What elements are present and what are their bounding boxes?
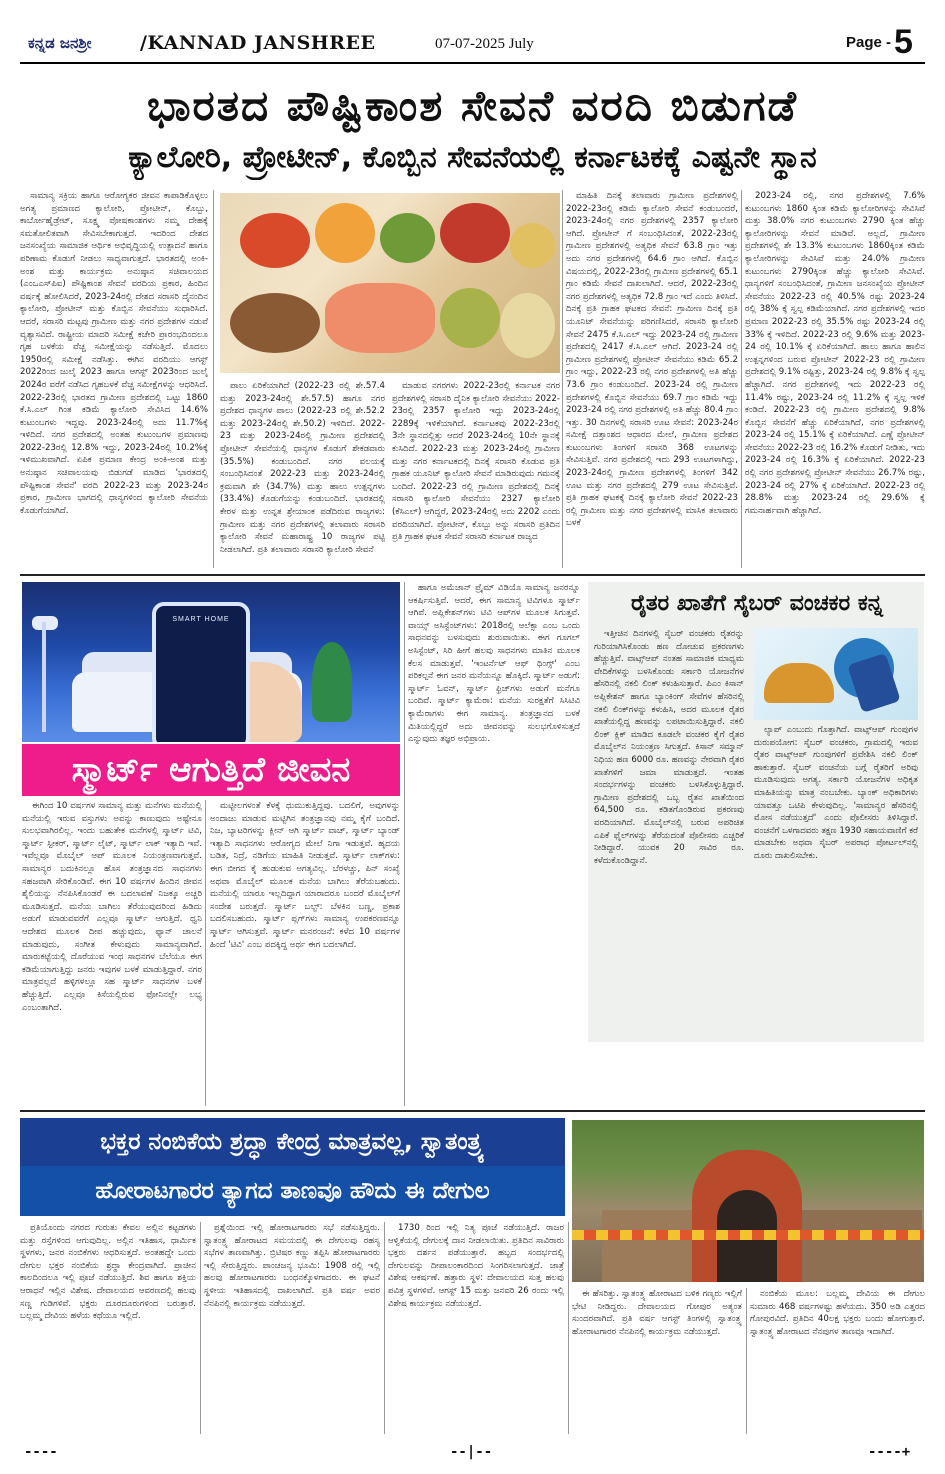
column-rule — [205, 800, 206, 1106]
smart-column-2-text: ಮಟ್ಟೀಲಗಳಂತೆ ಕೆಳಕ್ಕೆ ಧುಮುಕುತ್ತಿದ್ದವು. ಬದಲಿಗೆ, ಅವುಗಳನ್ನು ಅಂದಾಜು ಮಾಡುವ ಮಟ್ಟಿಗಿನ ತಂತ್ರಜ್ಞಾನವು ನಮ್ಮ ಕೈಗೆ ಬಂದಿದೆ. ನಿಜ, ಬ್ಯಾಟರಿಗಳನ್ನು ಕ್ಲೀನ್ ಆಗಿ ಸ್ಮಾರ್ಟ್ ವಾಚ್, ಸ್ಮಾರ್ಟ್ ಬ್ಯಾಂಡ್ ಇತ್ಯಾದಿ ಸಾಧನಗಳು ಆರೋಗ್ಯದ ಮೇಲೆ ನಿಗಾ ಇಡುತ್ತವೆ. ಹೃದಯ ಬಡಿತ, ನಿದ್ರೆ, ನಡಿಗೆಯ ಮಾಹಿತಿ ನೀಡುತ್ತವೆ. ಸ್ಮಾರ್ಟ್ ಲಾಕ್‌ಗಳು: ಈಗ ಬೀಗದ ಕೈ ಹುಡುಕುವ ಅಗತ್ಯವಿಲ್ಲ. ಬೆರಳಚ್ಚು, ಪಿನ್ ಸಂಖ್ಯೆ ಅಥವಾ ಮೊಬೈಲ್ ಮೂಲಕ ಮನೆಯ ಬಾಗಿಲು ತೆರೆಯಬಹುದು. ಮನೆಯಲ್ಲಿ ಯಾರೂ ಇಲ್ಲದಿದ್ದಾಗ ಯಾರಾದರೂ ಬಂದರೆ ಮೊಬೈಲ್‌ಗೆ ಸಂದೇಶ ಬರುತ್ತದೆ. ಸ್ಮಾರ್ಟ್ ಬಲ್ಬ್: ಬೆಳಕಿನ ಬಣ್ಣ, ಪ್ರಕಾಶ ಬದಲಿಸಬಹುದು. ಸ್ಮಾರ್ಟ್ ಪ್ಲಗ್‌ಗಳು ಸಾಮಾನ್ಯ ಉಪಕರಣವನ್ನೂ ಸ್ಮಾರ್ಟ್ ಆಗಿಸುತ್ತವೆ. ಸ್ಮಾರ್ಟ್ ಮನರಂಜನೆ: ಕಳೆದ 10 ವರ್ಷಗಳ ಹಿಂದೆ 'ಟಿವಿ' ಎಂಬ ಪದಕ್ಕಿದ್ದ ಅರ್ಥ ಈಗ ಬದಲಾಗಿದೆ. — [210, 801, 400, 950]
lead-column-2-text: ಪಾಲು ಏರಿಕೆಯಾಗಿದೆ (2022-23 ರಲ್ಲಿ ಶೇ.57.4 ಮತ್ತು 2023-24ರಲ್ಲಿ ಶೇ.57.5) ಹಾಗೂ ನಗರ ಪ್ರದೇಶದ ಧಾನ್ಯಗಳ ಪಾಲು (2022-23 ರಲ್ಲಿ ಶೇ.52.2 ಮತ್ತು 2023-24ರಲ್ಲಿ ಶೇ.50.2) ಇಳಿದಿದೆ. 2022-23 ಮತ್ತು 2023-24ರಲ್ಲಿ ಗ್ರಾಮೀಣ ಪ್ರದೇಶದಲ್ಲಿ ಪ್ರೋಟೀನ್ ಸೇವನೆಯಲ್ಲಿ ಧಾನ್ಯಗಳ ಕೊಡುಗೆ ಶೇಕಡವಾರು (35.5%) ಕಂಡುಬಂದಿದೆ. ನಗರ ವಲಯಕ್ಕೆ ಸಂಬಂಧಿಸಿದಂತೆ 2022-23 ಮತ್ತು 2023-24ರಲ್ಲಿ ಕ್ರಮವಾಗಿ ಶೇ (34.7%) ಮತ್ತು ಹಾಲು ಉತ್ಪನ್ನಗಳು (33.4%) ಕೊಡುಗೆಯನ್ನು ಕಂಡುಬಂದಿದೆ. ಭಾರತದಲ್ಲಿ ಕೇರಳ ಮತ್ತು ಉನ್ನತ ಶ್ರೇಯಾಂಕ ಪಡೆದಿರುವ ರಾಜ್ಯಗಳು: ಗ್ರಾಮೀಣ ಮತ್ತು ನಗರ ಪ್ರದೇಶಗಳಲ್ಲಿ ತಲಾವಾರು ಸರಾಸರಿ ಕ್ಯಾಲೋರಿ ಸೇವನೆ ಮಹಾರಾಷ್ಟ್ರ 10 ರಾಜ್ಯಗಳ ಪಟ್ಟಿ ನೀಡಲಾಗಿದೆ. ಪ್ರತಿ ತಲಾವಾರು ಸರಾಸರಿ ಕ್ಯಾಲೋರಿ ಸೇವನೆ — [220, 381, 385, 555]
section-divider — [20, 574, 925, 576]
lead-subheadline: ಕ್ಯಾಲೋರಿ, ಪ್ರೋಟೀನ್, ಕೊಬ್ಬಿನ ಸೇವನೆಯಲ್ಲಿ ಕರ್ನಾಟಕಕ್ಕೆ ಎಷ್ಟನೇ ಸ್ಥಾನ — [128, 140, 817, 175]
temple-banner-line-2: ಹೋರಾಟಗಾರರ ತ್ಯಾಗದ ತಾಣವೂ ಹೌದು ಈ ದೇಗುಲ — [20, 1166, 565, 1216]
temple-column-2-text: ಪ್ರಶ್ನೆಯಿಂದ ಇಲ್ಲಿ ಹೋರಾಟಗಾರರು ಸಭೆ ನಡೆಸುತ್ತಿದ್ದರು. ಸ್ವಾತಂತ್ರ್ಯ ಹೋರಾಟದ ಸಮಯದಲ್ಲಿ ಈ ದೇಗುಲವು ರಹಸ್ಯ ಸಭೆಗಳ ತಾಣವಾಗಿತ್ತು. ಬ್ರಿಟಿಷರ ಕಣ್ಣು ತಪ್ಪಿಸಿ ಹೋರಾಟಗಾರರು ಇಲ್ಲಿ ಸೇರುತ್ತಿದ್ದರು. ಪಾಂಚಜನ್ಯ ಭೂಮಿ: 1908 ರಲ್ಲಿ ಇಲ್ಲಿ ಹಲವು ಹೋರಾಟಗಾರರು ಬಂಧನಕ್ಕೊಳಗಾದರು. ಈ ಘಟನೆ ಸ್ಥಳೀಯ ಇತಿಹಾಸದಲ್ಲಿ ದಾಖಲಾಗಿದೆ. ಪ್ರತಿ ವರ್ಷ ಅವರ ನೆನಪಿನಲ್ಲಿ ಕಾರ್ಯಕ್ರಮ ನಡೆಯುತ್ತದೆ. — [204, 1223, 380, 1309]
smart-home-photo — [22, 582, 400, 742]
column-rule — [384, 1222, 385, 1434]
cyber-column-2-text: ಲ್ಯಾಪ್ ಎಂಬುದು ಗೊತ್ತಾಗಿದೆ. ವಾಟ್ಸ್‌ಆಪ್ ಗುಂಪುಗಳ ದುರುಪಯೋಗ: ಸೈಬರ್ ವಂಚಕರು, ಗ್ರಾಮದಲ್ಲಿ ಇರುವ ರೈತರ ವಾಟ್ಸ್‌ಆಪ್ ಗುಂಪುಗಳಿಗೆ ಪ್ರವೇಶಿಸಿ ನಕಲಿ ಲಿಂಕ್ ಹಾಕುತ್ತಾರೆ. ಸೈಬರ್ ವಂಚನೆಯ ಬಗ್ಗೆ ರೈತರಿಗೆ ಅರಿವು ಮೂಡಿಸುವುದು ಅಗತ್ಯ. ಸರ್ಕಾರಿ ಯೋಜನೆಗಳ ಅಧಿಕೃತ ಮಾಹಿತಿಯನ್ನು ಮಾತ್ರ ನಂಬಬೇಕು. ಬ್ಯಾಂಕ್ ಅಧಿಕಾರಿಗಳು ಯಾವತ್ತೂ ಒಟಿಪಿ ಕೇಳುವುದಿಲ್ಲ. 'ಸಾಮಾನ್ಯರ ಹೆಸರಿನಲ್ಲಿ ಮೋಸ ನಡೆಯುತ್ತದೆ' ಎಂದು ಪೊಲೀಸರು ತಿಳಿಸಿದ್ದಾರೆ. ವಂಚನೆಗೆ ಒಳಗಾದವರು ತಕ್ಷಣ 1930 ಸಹಾಯವಾಣಿಗೆ ಕರೆ ಮಾಡಬೇಕು ಅಥವಾ ಸೈಬರ್ ಅಪರಾಧ ಪೋರ್ಟಲ್‌ನಲ್ಲಿ ದೂರು ದಾಖಲಿಸಬೇಕು. — [754, 725, 918, 861]
column-rule — [200, 1222, 201, 1434]
temple-column-5-text: ನಂಬಿಕೆಯ ಮೂಲ: ಬಲ್ಲಮ್ಮ ದೇವಿಯ ಈ ದೇಗುಲ ಸುಮಾರು 468 ವರ್ಷಗಳಷ್ಟು ಹಳೆಯದು. 350 ಅಡಿ ಎತ್ತರದ ಗೋಪುರವಿದೆ. ಪ್ರತಿದಿನ 40ಲಕ್ಷ ಭಕ್ತರು ಬಂದು ಹೋಗುತ್ತಾರೆ. ಸ್ವಾತಂತ್ರ್ಯ ಹೋರಾಟದ ನೆನಪುಗಳ ತಾಣವೂ ಇದಾಗಿದೆ. — [750, 1289, 925, 1337]
temple-column-2 — [204, 1222, 380, 1434]
temple-column-4 — [572, 1288, 742, 1434]
smart-home-caption: SMART HOME — [172, 616, 230, 623]
smart-column-3 — [408, 582, 580, 1106]
smart-story-banner: ಸ್ಮಾರ್ಟ್ ಆಗುತ್ತಿದೆ ಜೀವನ — [22, 744, 400, 796]
smart-column-2 — [210, 800, 400, 1106]
column-rule — [213, 190, 214, 568]
page-label: Page - — [846, 34, 892, 51]
registration-mark: ----+ — [868, 1444, 911, 1460]
registration-mark: --|-- — [450, 1444, 493, 1460]
paper-name-english: /KANNAD JANSHREE — [140, 32, 376, 54]
column-rule — [404, 582, 405, 1106]
column-rule — [568, 1222, 569, 1434]
lead-column-5-text: 2023-24 ರಲ್ಲಿ, ನಗರ ಪ್ರದೇಶಗಳಲ್ಲಿ 7.6% ಕುಟುಂಬಗಳು 1860 ಕ್ಕಿಂತ ಕಡಿಮೆ ಕ್ಯಾಲೋರಿಗಳನ್ನು ಸೇವಿಸಿವೆ ಮತ್ತು 38.0% ನಗರ ಕುಟುಂಬಗಳು 2790 ಕ್ಕಿಂತ ಹೆಚ್ಚು ಕ್ಯಾಲೋರಿಗಳನ್ನು ಸೇವನೆ ಮಾಡಿವೆ. ಅಲ್ಲದೆ, ಗ್ರಾಮೀಣ ಪ್ರದೇಶಗಳಲ್ಲಿ ಶೇ 13.3% ಕುಟುಂಬಗಳು 1860ಕ್ಕಿಂತ ಕಡಿಮೆ ಕ್ಯಾಲೋರಿಗಳನ್ನು ಸೇವಿಸಿವೆ ಮತ್ತು 24.0% ಗ್ರಾಮೀಣ ಕುಟುಂಬಗಳು 2790ಕ್ಕಿಂತ ಹೆಚ್ಚು ಕ್ಯಾಲೋರಿ ಸೇವಿಸಿವೆ. ಧಾನ್ಯಗಳಿಗೆ ಸಂಬಂಧಿಸಿದಂತೆ, ಗ್ರಾಮೀಣ ಜನಸಂಖ್ಯೆಯ ಪ್ರೋಟೀನ್ ಸೇವನೆಯು 2022-23 ರಲ್ಲಿ 40.5% ರಷ್ಟು 2023-24 ರಲ್ಲಿ 38% ಕ್ಕೆ ಸ್ವಲ್ಪ ಕಡಿಮೆಯಾಗಿದೆ. ನಗರ ಪ್ರದೇಶಗಳಲ್ಲಿ ಇದರ ಪ್ರಮಾಣ 2022-23 ರಲ್ಲಿ 35.5% ರಷ್ಟು 2023-24 ರಲ್ಲಿ 33% ಕ್ಕೆ ಇಳಿದಿದೆ. 2022-23 ರಲ್ಲಿ 9.6% ಮತ್ತು 2023-24 ರಲ್ಲಿ 10.1% ಕ್ಕೆ ಏರಿಕೆಯಾಗಿದೆ. ಹಾಲು ಹಾಗೂ ಹಾಲಿನ ಉತ್ಪನ್ನಗಳಿಂದ ಬರುವ ಪ್ರೋಟೀನ್ 2022-23 ರಲ್ಲಿ ಗ್ರಾಮೀಣ ಪ್ರದೇಶದಲ್ಲಿ 9.1% ರಷ್ಟಿತ್ತು, 2023-24 ರಲ್ಲಿ 9.8% ಕ್ಕೆ ಸ್ವಲ್ಪ ಹೆಚ್ಚಾಗಿದೆ. ನಗರ ಪ್ರದೇಶಗಳಲ್ಲಿ ಇದು 2022-23 ರಲ್ಲಿ 11.4% ರಷ್ಟು, 2023-24 ರಲ್ಲಿ 11.2% ಕ್ಕೆ ಸ್ವಲ್ಪ ಇಳಿಕೆ ಕಂಡಿದೆ. 2022-23 ರಲ್ಲಿ ಗ್ರಾಮೀಣ ಪ್ರದೇಶದಲ್ಲಿ 9.8% ಕೊಬ್ಬಿನ ಸೇವನೆಗೆ ಹೆಚ್ಚು ಏರಿಕೆಯಾಗಿದೆ, ನಗರ ಪ್ರದೇಶಗಳಲ್ಲಿ 2023-24 ರಲ್ಲಿ 15.1% ಕ್ಕೆ ಏರಿಕೆಯಾಗಿದೆ. ಎಣ್ಣೆ ಪ್ರೋಟೀನ್ ಸೇವನೆಯು 2022-23 ರಲ್ಲಿ 16.2% ಕೊಡುಗೆ ನೀಡಿತು, ಇದು 2023-24 ರಲ್ಲಿ 16.3% ಕ್ಕೆ ಏರಿಕೆಯಾಗಿದೆ. 2022-23 ರಲ್ಲಿ ನಗರ ಪ್ರದೇಶಗಳಲ್ಲಿ ಪ್ರೋಟೀನ್ ಸೇವನೆಯು 26.7% ರಷ್ಟು, 2023-24 ರಲ್ಲಿ 27% ಕ್ಕೆ ಏರಿಕೆಯಾಗಿದೆ. 2022-23 ರಲ್ಲಿ 28.8% ಮತ್ತು 2023-24 ರಲ್ಲಿ 29.6% ಕ್ಕೆ ಗಮನಾರ್ಹವಾಗಿ ಹೆಚ್ಚಾಗಿದೆ. — [745, 191, 925, 516]
temple-column-3 — [388, 1222, 564, 1434]
cyber-column-1-text: ಇತ್ತೀಚಿನ ದಿನಗಳಲ್ಲಿ ಸೈಬರ್ ವಂಚಕರು ರೈತರನ್ನು ಗುರಿಯಾಗಿಸಿಕೊಂಡು ಹಣ ದೋಚುವ ಪ್ರಕರಣಗಳು ಹೆಚ್ಚುತ್ತಿವೆ. ವಾಟ್ಸ್‌ಆಪ್ ನಂತಹ ಸಾಮಾಜಿಕ ಮಾಧ್ಯಮ ವೇದಿಕೆಗಳನ್ನು ಬಳಸಿಕೊಂಡು ಸರ್ಕಾರಿ ಯೋಜನೆಗಳ ಹೆಸರಿನಲ್ಲಿ ನಕಲಿ ಲಿಂಕ್ ಕಳುಹಿಸುತ್ತಾರೆ. ಪಿಎಂ ಕಿಸಾನ್ ಅಪ್ಲಿಕೇಶನ್ ಹಾಗೂ ಬ್ಯಾಂಕಿಂಗ್ ಸೇವೆಗಳ ಹೆಸರಿನಲ್ಲಿ ನಕಲಿ ಲಿಂಕ್‌ಗಳನ್ನು ಕಳುಹಿಸಿ, ಅದರ ಮೂಲಕ ರೈತರ ಖಾತೆಯಲ್ಲಿದ್ದ ಹಣವನ್ನು ಲಪಟಾಯಿಸುತ್ತಿದ್ದಾರೆ. ನಕಲಿ ಲಿಂಕ್ ಕ್ಲಿಕ್ ಮಾಡಿದ ಕೂಡಲೇ ವಂಚಕರ ಕೈಗೆ ರೈತರ ಮೊಬೈಲ್‌ನ ನಿಯಂತ್ರಣ ಸಿಗುತ್ತದೆ. ಕಿಸಾನ್ ಸಮ್ಮಾನ್ ನಿಧಿಯ ಹಣ 6000 ರೂ. ಹಣವನ್ನು ನೇರವಾಗಿ ರೈತರ ಖಾತೆಗಳಿಗೆ ಜಮಾ ಮಾಡುತ್ತದೆ. ಇಂತಹ ಸಂದರ್ಭಗಳನ್ನು ವಂಚಕರು ಬಳಸಿಕೊಳ್ಳುತ್ತಿದ್ದಾರೆ. ಗ್ರಾಮೀಣ ಪ್ರದೇಶದಲ್ಲಿ ಒಬ್ಬ ರೈತನ ಖಾತೆಯಿಂದ 64,500 ರೂ. ಕಡಿತಗೊಂಡಿರುವ ಪ್ರಕರಣವು ವರದಿಯಾಗಿದೆ. ಮೊಬೈಲ್‌ನಲ್ಲಿ ಬರುವ ಅಪರಿಚಿತ ಎಪಿಕೆ ಫೈಲ್‌ಗಳನ್ನು ತೆರೆಯದಂತೆ ಪೊಲೀಸರು ಎಚ್ಚರಿಕೆ ನೀಡಿದ್ದಾರೆ. ಯುವಕ 20 ಸಾವಿರ ರೂ. ಕಳೆದುಕೊಂಡಿದ್ದಾನೆ. — [594, 629, 744, 866]
issue-date: 07-07-2025 July — [435, 36, 534, 52]
temple-column-5 — [750, 1288, 925, 1434]
lead-column-1 — [20, 190, 208, 568]
column-rule — [741, 190, 742, 568]
smart-column-1-text: ಈಗಿಂದ 10 ವರ್ಷಗಳ ಸಾಮಾನ್ಯ ಮತ್ತು ಮನೆಗಳು ಮನೆಯಲ್ಲಿ ಮನೆಯಲ್ಲಿ ಇರುವ ವಸ್ತುಗಳು ಅವನ್ನು ಕಾಣುವುದು ಅಷ್ಟೇನೂ ಸುಲಭವಾಗಿರಲಿಲ್ಲ. ಇಂದು ಬಹುತೇಕ ಮನೆಗಳಲ್ಲಿ ಸ್ಮಾರ್ಟ್ ಟಿವಿ, ಸ್ಮಾರ್ಟ್ ಸ್ಪೀಕರ್, ಸ್ಮಾರ್ಟ್ ಲೈಟ್, ಸ್ಮಾರ್ಟ್ ಲಾಕ್ ಇತ್ಯಾದಿ ಇವೆ. ಇವೆಲ್ಲವೂ ಮೊಬೈಲ್ ಆಪ್ ಮೂಲಕ ನಿಯಂತ್ರಣವಾಗುತ್ತವೆ. ಸಾಮಾನ್ಯರ ಬದುಕಿನಲ್ಲೂ ಹೊಸ ತಂತ್ರಜ್ಞಾನದ ಸಾಧನಗಳು ಸಹಜವಾಗಿ ಸೇರಿಕೊಂಡಿವೆ. ಈಗ 10 ವರ್ಷಗಳ ಹಿಂದಿನ ಜೀವನ ಶೈಲಿಯನ್ನು ನೆನಪಿಸಿಕೊಂಡರೆ ಈ ಬದಲಾವಣೆ ನಿಜಕ್ಕೂ ಅಚ್ಚರಿ ಮೂಡಿಸುತ್ತದೆ. ಮನೆಯ ಬಾಗಿಲು ತೆರೆಯುವುದರಿಂದ ಹಿಡಿದು ಅಡುಗೆ ಮಾಡುವವರೆಗೆ ಎಲ್ಲವೂ ಸ್ಮಾರ್ಟ್ ಆಗುತ್ತಿದೆ. ಧ್ವನಿ ಆದೇಶದ ಮೂಲಕ ದೀಪ ಹಚ್ಚುವುದು, ಫ್ಯಾನ್ ಚಾಲನೆ ಮಾಡುವುದು, ಸಂಗೀತ ಕೇಳುವುದು ಸಾಮಾನ್ಯವಾಗಿದೆ. ಮಾರುಕಟ್ಟೆಯಲ್ಲಿ ದೊರೆಯುವ ಇಂಥ ಸಾಧನಗಳ ಬೆಲೆಯೂ ಈಗ ಕಡಿಮೆಯಾಗುತ್ತಿದ್ದು ಜನರು ಇವುಗಳ ಬಳಕೆ ಮಾಡುತ್ತಿದ್ದಾರೆ. ನಗರ ಮಾತ್ರವಲ್ಲದೆ ಹಳ್ಳಿಗಳಲ್ಲೂ ಸಹ ಸ್ಮಾರ್ಟ್ ಸಾಧನಗಳ ಬಳಕೆ ಹೆಚ್ಚುತ್ತಿದೆ. ಎಲ್ಲವೂ ಕಿಸೆಯಲ್ಲಿರುವ ಫೋನಿನಲ್ಲೇ ಲಭ್ಯ ಎಂಬಂತಾಗಿದೆ. — [22, 801, 202, 1013]
cyber-story-headline: ರೈತರ ಖಾತೆಗೆ ಸೈಬರ್ ವಂಚಕರ ಕನ್ನ — [631, 591, 883, 616]
lead-column-4-text: ಮಾಹಿತಿ ದಿನಕ್ಕೆ ತಲಾವಾರು ಗ್ರಾಮೀಣ ಪ್ರದೇಶಗಳಲ್ಲಿ 2022-23ರಲ್ಲಿ ಕಡಿಮೆ ಕ್ಯಾಲೋರಿ ಸೇವನೆ ಕಂಡುಬಂದರೆ, 2023-24ರಲ್ಲಿ ನಗರ ಪ್ರದೇಶಗಳಲ್ಲಿ 2357 ಕ್ಯಾಲೋರಿ ಆಗಿದೆ. ಪ್ರೋಟೀನ್ ಗೆ ಸಂಬಂಧಿಸಿದಂತೆ, 2022-23ರಲ್ಲಿ ಗ್ರಾಮೀಣ ಪ್ರದೇಶಗಳಲ್ಲಿ ಅತ್ಯಧಿಕ ಸೇವನೆ 63.8 ಗ್ರಾಂ ಇತ್ತು ಅದು ನಗರ ಪ್ರದೇಶಗಳಲ್ಲಿ 64.6 ಗ್ರಾಂ ಆಗಿದೆ. ಕೊಬ್ಬಿನ ವಿಷಯದಲ್ಲಿ, 2022-23ರಲ್ಲಿ ಗ್ರಾಮೀಣ ಪ್ರದೇಶಗಳಲ್ಲಿ 65.1 ಗ್ರಾಂ ಕಡಿಮೆ ಸೇವನೆ ದಾಖಲಾಗಿದೆ. ಆದರೆ, 2022-23ರಲ್ಲಿ ನಗರ ಪ್ರದೇಶಗಳಲ್ಲಿ ಅತ್ಯಧಿಕ 72.8 ಗ್ರಾಂ ಇದೆ ಎಂದು ತಿಳಿಸಿದೆ. ದಿನಕ್ಕೆ ಪ್ರತಿ ಗ್ರಾಹಕ ಘಟಕದ ಸೇವನೆ: ಗ್ರಾಮೀಣ ದಿನಕ್ಕೆ ಪ್ರತಿ ಯೂನಿಟ್ ಸೇವನೆಯನ್ನು ಪರಿಗಣಿಸಿದರೆ, ಸರಾಸರಿ ಕ್ಯಾಲೋರಿ ಸೇವನೆ 2475 ಕೆ.ಸಿ.ಎಲ್ ಇದ್ದು 2023-24 ರಲ್ಲಿ ಗ್ರಾಮೀಣ ಪ್ರದೇಶದಲ್ಲಿ 2417 ಕೆ.ಸಿ.ಎಲ್ ಆಗಿದೆ. 2023-24 ರಲ್ಲಿ ಗ್ರಾಮೀಣ ಪ್ರದೇಶಗಳಲ್ಲಿ ಪ್ರೋಟೀನ್ ಸೇವನೆಯು ಕಡಿಮೆ 65.2 ಗ್ರಾಂ ಇದ್ದು, 2022-23 ರಲ್ಲಿ ನಗರ ಪ್ರದೇಶಗಳಲ್ಲಿ ಅತಿ ಹೆಚ್ಚು 73.6 ಗ್ರಾಂ ಕಂಡುಬಂದಿದೆ. 2023-24 ರಲ್ಲಿ ಗ್ರಾಮೀಣ ಪ್ರದೇಶಗಳಲ್ಲಿ ಕೊಬ್ಬಿನ ಸೇವನೆಯು 69.7 ಗ್ರಾಂ ಕಡಿಮೆ ಇದ್ದು 2023-24 ರಲ್ಲಿ ನಗರ ಪ್ರದೇಶಗಳಲ್ಲಿ ಅತಿ ಹೆಚ್ಚು 80.4 ಗ್ರಾಂ ಇತ್ತು. 30 ದಿನಗಳಲ್ಲಿ ಸರಾಸರಿ ಊಟ ಸೇವನೆ: 2023-24ರ ಸಮೀಕ್ಷೆ ದತ್ತಾಂಶದ ಆಧಾರದ ಮೇಲೆ, ಗ್ರಾಮೀಣ ಪ್ರದೇಶದ ಕುಟುಂಬಗಳು ತಿಂಗಳಿಗೆ ಸರಾಸರಿ 368 ಊಟಗಳನ್ನು ಸೇವಿಸುತ್ತಿವೆ. ನಗರ ಪ್ರದೇಶದಲ್ಲಿ ಇದು 293 ಊಟಗಳಾಗಿದ್ದು, 2023-24ರಲ್ಲಿ ಗ್ರಾಮೀಣ ಪ್ರದೇಶಗಳಲ್ಲಿ ತಿಂಗಳಿಗೆ 342 ಊಟ ಮತ್ತು ನಗರ ಪ್ರದೇಶದಲ್ಲಿ 279 ಊಟ ಸೇವಿಸುತ್ತಿವೆ. ಪ್ರತಿ ಗ್ರಾಹಕ ಘಟಕಕ್ಕೆ ದಿನಕ್ಕೆ ಕ್ಯಾಲೋರಿ ಸೇವನೆ 2022-23 ರಲ್ಲಿ ಗ್ರಾಮೀಣ ಮತ್ತು ನಗರ ಪ್ರದೇಶಗಳಲ್ಲಿ ಮಾಸಿಕ ತಲಾವಾರು ಬಳಕೆ — [566, 191, 738, 529]
nutrition-food-photo — [220, 193, 560, 373]
page-number: 5 — [894, 23, 913, 61]
lead-column-5 — [745, 190, 925, 568]
temple-column-1-text: ಪ್ರತಿಯೊಂದು ನಗರದ ಗುರುತು ಕೇವಲ ಅಲ್ಲಿನ ಕಟ್ಟಡಗಳು ಮತ್ತು ರಸ್ತೆಗಳಿಂದ ಆಗುವುದಿಲ್ಲ. ಅಲ್ಲಿನ ಇತಿಹಾಸ, ಧಾರ್ಮಿಕ ಸ್ಥಳಗಳು, ಜನರ ನಂಬಿಕೆಗಳು ಆಧರಿಸುತ್ತದೆ. ಅಂತಹದ್ದೇ ಒಂದು ದೇಗುಲ ಭಕ್ತರ ನಂಬಿಕೆಯ ಶ್ರದ್ಧಾ ಕೇಂದ್ರವಾಗಿದೆ. ಪ್ರಾಚೀನ ಕಾಲದಿಂದಲೂ ಇಲ್ಲಿ ಪೂಜೆ ನಡೆಯುತ್ತಿದೆ. ಶಿವ ಹಾಗೂ ಶಕ್ತಿಯ ಆರಾಧನೆ ಇಲ್ಲಿನ ವಿಶೇಷ. ದೇವಾಲಯದ ಆವರಣದಲ್ಲಿ ಹಲವು ಸಣ್ಣ ಗುಡಿಗಳಿವೆ. ಭಕ್ತರು ದೂರದೂರುಗಳಿಂದ ಬರುತ್ತಾರೆ. ಬಲ್ಲಮ್ಮ ದೇವಿಯ ಹಳೆಯ ಕಥೆಯೂ ಇಲ್ಲಿದೆ. — [20, 1223, 196, 1322]
temple-column-4-text: ಈ ಹೆಸರಿತ್ತು. ಸ್ವಾತಂತ್ರ್ಯ ಹೋರಾಟದ ಬಳಿಕ ಗಣ್ಯರು ಇಲ್ಲಿಗೆ ಭೇಟಿ ನೀಡಿದ್ದರು. ದೇವಾಲಯದ ಗೋಪುರ ಅತ್ಯಂತ ಸುಂದರವಾಗಿದೆ. ಪ್ರತಿ ವರ್ಷ ಆಗಸ್ಟ್ ತಿಂಗಳಲ್ಲಿ ಸ್ವಾತಂತ್ರ್ಯ ಹೋರಾಟಗಾರರ ನೆನಪಿನಲ್ಲಿ ಕಾರ್ಯಕ್ರಮ ನಡೆಯುತ್ತದೆ. — [572, 1289, 742, 1337]
paper-name-kannada: ಕನ್ನಡ ಜನಶ್ರೀ — [28, 34, 92, 52]
masthead — [20, 23, 925, 64]
lead-headline: ಭಾರತದ ಪೌಷ್ಟಿಕಾಂಶ ಸೇವನೆ ವರದಿ ಬಿಡುಗಡೆ — [147, 81, 798, 130]
lead-column-1-text: ಸಾಮಾನ್ಯ ಸಕ್ರಿಯ ಹಾಗೂ ಆರೋಗ್ಯಕರ ಜೀವನ ಕಾಪಾಡಿಕೊಳ್ಳಲು ಅಗತ್ಯ ಪ್ರಮಾಣದ ಕ್ಯಾಲೋರಿ, ಪ್ರೋಟೀನ್, ಕೊಬ್ಬು, ಕಾರ್ಬೋಹೈಡ್ರೇಟ್, ಸೂಕ್ಷ್ಮ ಪೋಷಕಾಂಶಗಳು ನಮ್ಮ ದೇಹಕ್ಕೆ ಸಮತೋಲಿತವಾಗಿ ಸೇವಿಸಬೇಕಾಗುತ್ತದೆ. ಇದರಿಂದ ದೇಶದ ಜನಸಂಖ್ಯೆಯ ಸಾಮಾಜಿಕ ಆರ್ಥಿಕ ಅಭಿವೃದ್ಧಿಯಲ್ಲಿ ಉತ್ಪಾದನೆ ಹಾಗೂ ಪರಿಣಾಮ ಕೊಡುಗೆ ನೀಡಲು ಸಾಧ್ಯವಾಗುತ್ತದೆ. ಭಾರತದಲ್ಲಿ ಅಂಕಿ-ಅಂಶ ಮತ್ತು ಕಾರ್ಯಕ್ರಮ ಅನುಷ್ಠಾನ ಸಚಿವಾಲಯದ (ಎಂಒಎಸ್‌ಪಿಐ) ಪೌಷ್ಟಿಕಾಂಶ ಸೇವನೆ ವರದಿಯ ಪ್ರಕಾರ, ಹಿಂದಿನ ವರ್ಷಕ್ಕೆ ಹೋಲಿಸಿದರೆ, 2023-24ರಲ್ಲಿ ದೇಶದ ಸರಾಸರಿ ದೈನಂದಿನ ಕ್ಯಾಲೋರಿ, ಪ್ರೋಟೀನ್ ಮತ್ತು ಕೊಬ್ಬಿನ ಸೇವನೆಯು ಸುಧಾರಿಸಿದೆ. ಆದರೆ, ಸರಾಸರಿ ಮಟ್ಟವು ಗ್ರಾಮೀಣ ಮತ್ತು ನಗರ ಪ್ರದೇಶಗಳ ನಡುವೆ ವ್ಯತ್ಯಾಸವಿದೆ. ರಾಷ್ಟ್ರೀಯ ಮಾದರಿ ಸಮೀಕ್ಷೆ ಕಚೇರಿ ಪ್ರಾರಂಭದಿಂದಲೂ ಗೃಹ ಬಳಕೆಯ ವೆಚ್ಚ ಸಮೀಕ್ಷೆಯನ್ನು ನಡೆಸುತ್ತಿದೆ. ಮೊದಲು 1950ರಲ್ಲಿ ಸಮೀಕ್ಷೆ ನಡೆಸಿತ್ತು. ಈಗಿನ ವರದಿಯು ಆಗಸ್ಟ್ 2022ರಿಂದ ಜುಲೈ 2023 ಹಾಗೂ ಆಗಸ್ಟ್ 2023ರಿಂದ ಜುಲೈ 2024ರ ವರೆಗೆ ನಡೆಸಿದ ಗೃಹಬಳಕೆ ವೆಚ್ಚ ಸಮೀಕ್ಷೆಗಳನ್ನು ಆಧರಿಸಿದೆ. 2022-23ರಲ್ಲಿ ಭಾರತದ ಗ್ರಾಮೀಣ ಪ್ರದೇಶದಲ್ಲಿ ಒಟ್ಟು 1860 ಕೆ.ಸಿ.ಎಲ್ ಗಿಂತ ಕಡಿಮೆ ಕ್ಯಾಲೋರಿ ಸೇವಿಸಿದ 14.6% ಕುಟುಂಬಗಳು ಇದ್ದವು. 2023-24ರಲ್ಲಿ ಅದು 11.7%ಕ್ಕೆ ಇಳಿದಿದೆ. ನಗರ ಪ್ರದೇಶದಲ್ಲಿ ಅಂತಹ ಕುಟುಂಬಗಳ ಪ್ರಮಾಣವು 2022-23ರಲ್ಲಿ 12.8% ಇದ್ದು, 2023-24ರಲ್ಲಿ 10.2%ಕ್ಕೆ ಇಳಿಮುಖವಾಗಿದೆ. ಏಪಿಕ ಪ್ರಮಾಣ ಕೇಂದ್ರ ಅಂಕಿ-ಅಂಶ ಮತ್ತು ಅನುಷ್ಠಾನ ಸಚಿವಾಲಯವು ಬಿಡುಗಡೆ ಮಾಡಿದ 'ಭಾರತದಲ್ಲಿ ಪೌಷ್ಟಿಕಾಂಶ ಸೇವನೆ' ವರದಿ 2022-23 ಮತ್ತು 2023-24ರ ಪ್ರಕಾರ, ಗ್ರಾಮೀಣ ಭಾಗದಲ್ಲಿ ಧಾನ್ಯಗಳಿಂದ ಕ್ಯಾಲೋರಿ ಸೇವನೆಯ ಕೊಡುಗೆಯಾಗಿದೆ. — [20, 191, 208, 516]
cyber-column-2 — [754, 724, 918, 1036]
smart-column-3-text: ಹಾಗೂ ಅಮೆಜಾನ್ ಪ್ರೈಮ್ ವಿಡಿಯೊ ಸಾಮಾನ್ಯ ಜನರನ್ನೂ ಆಕರ್ಷಿಸುತ್ತಿವೆ. ಆದರೆ, ಈಗ ಸಾಮಾನ್ಯ ಟಿವಿಗಳೂ ಸ್ಮಾರ್ಟ್ ಆಗಿವೆ. ಅಪ್ಲಿಕೇಶನ್‌ಗಳು ಟಿವಿ ಆಪ್‌ಗಳ ಮೂಲಕ ಸಿಗುತ್ತವೆ. ವಾಯ್ಸ್ ಅಸಿಸ್ಟೆಂಟ್‌ಗಳು: 2018ರಲ್ಲಿ ಆಲೆಕ್ಸಾ ಎಂಬ ಒಂದು ಸಾಧನವನ್ನು ಬಳಸುವುದು ಶುರುವಾಯಿತು. ಈಗ ಗೂಗಲ್ ಅಸಿಸ್ಟೆಂಟ್, ಸಿರಿ ಹೀಗೆ ಹಲವು ಸಾಧನಗಳು ಮಾತಿನ ಮೂಲಕ ಕೆಲಸ ಮಾಡುತ್ತವೆ. 'ಇಂಟರ್ನೆಟ್ ಆಫ್ ಥಿಂಗ್ಸ್' ಎಂಬ ಪರಿಕಲ್ಪನೆ ಈಗ ಜನರ ಮನೆಯನ್ನೂ ಹೊಕ್ಕಿದೆ. ಸ್ಮಾರ್ಟ್ ಅಡುಗೆ: ಸ್ಮಾರ್ಟ್ ಓವನ್, ಸ್ಮಾರ್ಟ್ ಫ್ರಿಜ್‌ಗಳು ಅಡುಗೆ ಮನೆಗೂ ಬಂದಿವೆ. ಸ್ಮಾರ್ಟ್ ಕ್ಯಾಮೆರಾ: ಮನೆಯ ಸುರಕ್ಷತೆಗೆ ಸಿಸಿಟಿವಿ ಕ್ಯಾಮೆರಾಗಳು ಈಗ ಸಾಮಾನ್ಯ. ತಂತ್ರಜ್ಞಾನದ ಬಳಕೆ ಮಿತಿಯಲ್ಲಿದ್ದರೆ ಅದು ಜೀವನವನ್ನು ಸುಲಭಗೊಳಿಸುತ್ತದೆ ಎನ್ನುವುದು ತಜ್ಞರ ಅಭಿಪ್ರಾಯ. — [408, 583, 580, 745]
lead-column-3 — [392, 380, 560, 568]
lead-column-4 — [566, 190, 738, 568]
registration-mark: ---- — [24, 1444, 58, 1460]
column-rule — [562, 190, 563, 568]
smart-column-1 — [22, 800, 202, 1106]
column-rule — [746, 1288, 747, 1434]
temple-photo — [572, 1120, 924, 1282]
temple-column-3-text: 1730 ರಿಂದ ಇಲ್ಲಿ ನಿತ್ಯ ಪೂಜೆ ನಡೆಯುತ್ತಿದೆ. ರಾಜರ ಆಳ್ವಿಕೆಯಲ್ಲಿ ದೇಗುಲಕ್ಕೆ ದಾನ ನೀಡಲಾಯಿತು. ಪ್ರತಿದಿನ ಸಾವಿರಾರು ಭಕ್ತರು ದರ್ಶನ ಪಡೆಯುತ್ತಾರೆ. ಹಬ್ಬದ ಸಂದರ್ಭದಲ್ಲಿ ದೇಗುಲವನ್ನು ದೀಪಾಲಂಕಾರದಿಂದ ಸಿಂಗರಿಸಲಾಗುತ್ತದೆ. ಜಾತ್ರೆ ವಿಶೇಷ ಆಕರ್ಷಣೆ. ಹತ್ತಾರು ಸ್ಥಳ: ದೇವಾಲಯದ ಸುತ್ತ ಹಲವು ಪವಿತ್ರ ಸ್ಥಳಗಳಿವೆ. ಆಗಸ್ಟ್ 15 ಮತ್ತು ಜನವರಿ 26 ರಂದು ಇಲ್ಲಿ ವಿಶೇಷ ಕಾರ್ಯಕ್ರಮ ನಡೆಯುತ್ತದೆ. — [388, 1223, 564, 1309]
lead-column-3-text: ಮಾಡುವ ನಗರಗಳು 2022-23ರಲ್ಲಿ ಕರ್ನಾಟಕ ನಗರ ಪ್ರದೇಶಗಳಲ್ಲಿ ಸರಾಸರಿ ದೈನಿಕ ಕ್ಯಾಲೋರಿ ಸೇವನೆಯು 2022-23ರಲ್ಲಿ 2357 ಕ್ಯಾಲೋರಿ ಇದ್ದು 2023-24ರಲ್ಲಿ 2289ಕ್ಕೆ ಇಳಿಕೆಯಾಗಿದೆ. ಕರ್ನಾಟಕವು 2022-23ರಲ್ಲಿ 3ನೇ ಸ್ಥಾನದಲ್ಲಿತ್ತು ಆದರೆ 2023-24ರಲ್ಲಿ 10ನೇ ಸ್ಥಾನಕ್ಕೆ ಕುಸಿದಿದೆ. 2022-23 ಮತ್ತು 2023-24ರಲ್ಲಿ ಗ್ರಾಮೀಣ ಮತ್ತು ನಗರ ಕರ್ನಾಟಕದಲ್ಲಿ ದಿನಕ್ಕೆ ಸರಾಸರಿ ಕೊಡುವ ಪ್ರತಿ ಗ್ರಾಹಕ ಯೂನಿಟ್ ಕ್ಯಾಲೋರಿ ಸೇವನೆ ಮಾಡಿರುವುದು ಗಮನಕ್ಕೆ ಬಂದಿದೆ. 2022-23 ರಲ್ಲಿ ಗ್ರಾಮೀಣ ಪ್ರದೇಶದಲ್ಲಿ ದಿನಕ್ಕೆ ಸರಾಸರಿ ಕ್ಯಾಲೋರಿ ಸೇವನೆಯು 2327 ಕ್ಯಾಲೋರಿ (ಕೆಸಿಎಲ್) ಆಗಿದ್ದರೆ, 2023-24ರಲ್ಲಿ ಅದು 2202 ಎಂದು ವರದಿಯಾಗಿದೆ. ಪ್ರೋಟೀನ್, ಕೊಬ್ಬು ಅನ್ನು ಸರಾಸರಿ ಪ್ರತಿದಿನ ಪ್ರತಿ ಗ್ರಾಹಕ ಘಟಕ ಸೇವನೆ ಸರಾಸರಿ ಕರ್ನಾಟಕ ರಾಜ್ಯದ — [392, 381, 560, 543]
temple-column-1 — [20, 1222, 196, 1434]
cyber-fraud-photo — [754, 628, 918, 720]
section-divider — [20, 1110, 925, 1112]
temple-banner-line-1: ಭಕ್ತರ ನಂಬಿಕೆಯ ಶ್ರದ್ಧಾ ಕೇಂದ್ರ ಮಾತ್ರವಲ್ಲ, ಸ್ವಾತಂತ್ರ್ಯ — [100, 1129, 485, 1155]
cyber-column-1 — [594, 628, 744, 1036]
lead-column-2 — [220, 380, 385, 568]
